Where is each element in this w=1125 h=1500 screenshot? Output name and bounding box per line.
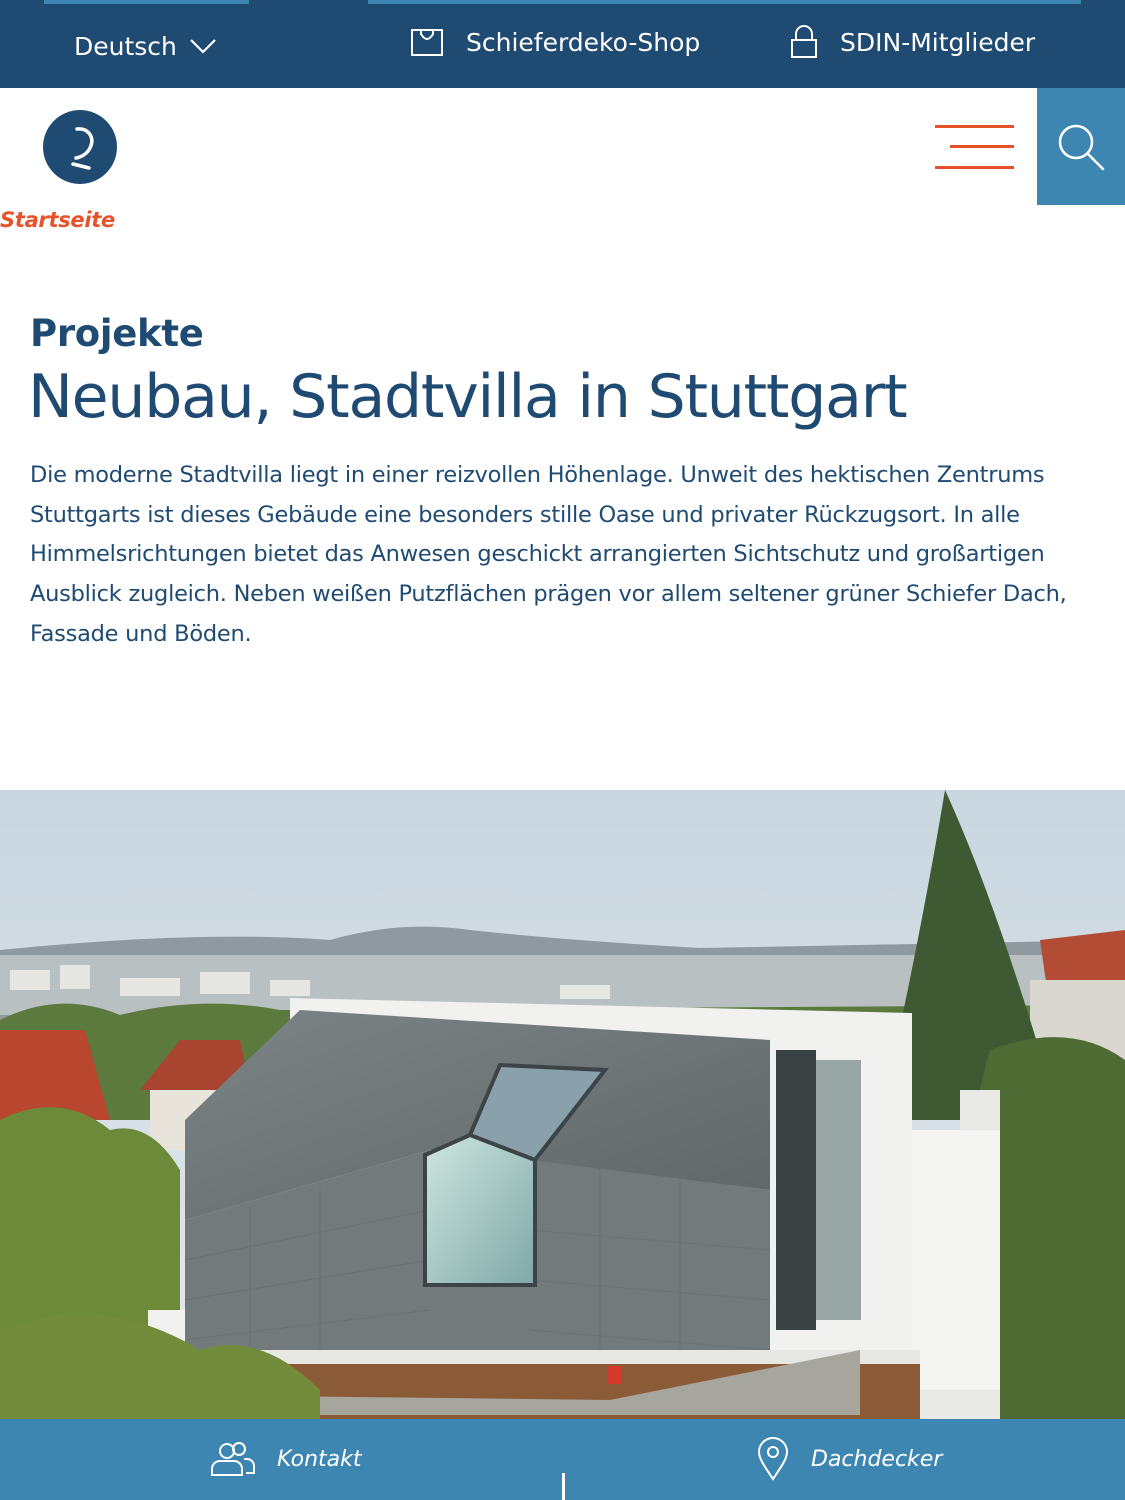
top-bar bbox=[0, 0, 1125, 88]
language-selector-label: Deutsch bbox=[74, 31, 177, 61]
search-icon bbox=[1055, 121, 1107, 173]
project-photo-illustration bbox=[0, 790, 1125, 1420]
contact-button-label: Kontakt bbox=[277, 1446, 362, 1472]
search-button[interactable] bbox=[1037, 88, 1125, 205]
people-icon bbox=[209, 1441, 255, 1477]
project-description: Die moderne Stadtvilla liegt in einer reizvollen Höhenlage. Unweit des hektischen Zentrums Stuttgarts ist dieses Gebäude eine besonders stille Oase und privater Rückzugsort. In alle Himmelsrichtungen bietet das Anwesen geschickt arrangierten Sichtschutz und großartigen Ausblick zugleich. Neben weißen Putzflächen prägen vor allem seltener grüner Schiefer Dach, Fassade und Böden. bbox=[30, 462, 1067, 647]
section-kicker: Projekte bbox=[30, 312, 204, 355]
lock-icon bbox=[790, 25, 818, 59]
language-selector[interactable] bbox=[74, 30, 217, 62]
logo[interactable] bbox=[43, 110, 117, 184]
top-bar-accent-left bbox=[44, 0, 249, 4]
chevron-down-icon bbox=[189, 37, 217, 55]
roofer-finder-button[interactable] bbox=[757, 1437, 942, 1481]
members-link[interactable] bbox=[790, 24, 1035, 60]
menu-line-bottom bbox=[935, 166, 1014, 169]
shopping-bag-icon bbox=[410, 26, 444, 58]
hamburger-menu-icon[interactable] bbox=[930, 120, 1018, 176]
top-bar-accent-right bbox=[368, 0, 1081, 4]
project-photo bbox=[0, 790, 1125, 1420]
roofer-finder-label: Dachdecker bbox=[811, 1446, 943, 1472]
contact-button[interactable] bbox=[209, 1437, 362, 1481]
menu-line-middle bbox=[950, 145, 1014, 148]
map-pin-icon bbox=[757, 1437, 789, 1481]
shop-link-label: Schieferdeko-Shop bbox=[466, 27, 701, 57]
menu-line-top bbox=[935, 125, 1014, 128]
members-link-label: SDIN-Mitglieder bbox=[840, 27, 1036, 57]
page-title: Neubau, Stadtvilla in Stuttgart bbox=[28, 362, 907, 432]
home-link[interactable]: Startseite bbox=[0, 208, 115, 232]
bottom-bar-divider bbox=[562, 1473, 565, 1500]
logo-mark-icon bbox=[43, 110, 117, 184]
shop-link[interactable] bbox=[410, 24, 700, 60]
